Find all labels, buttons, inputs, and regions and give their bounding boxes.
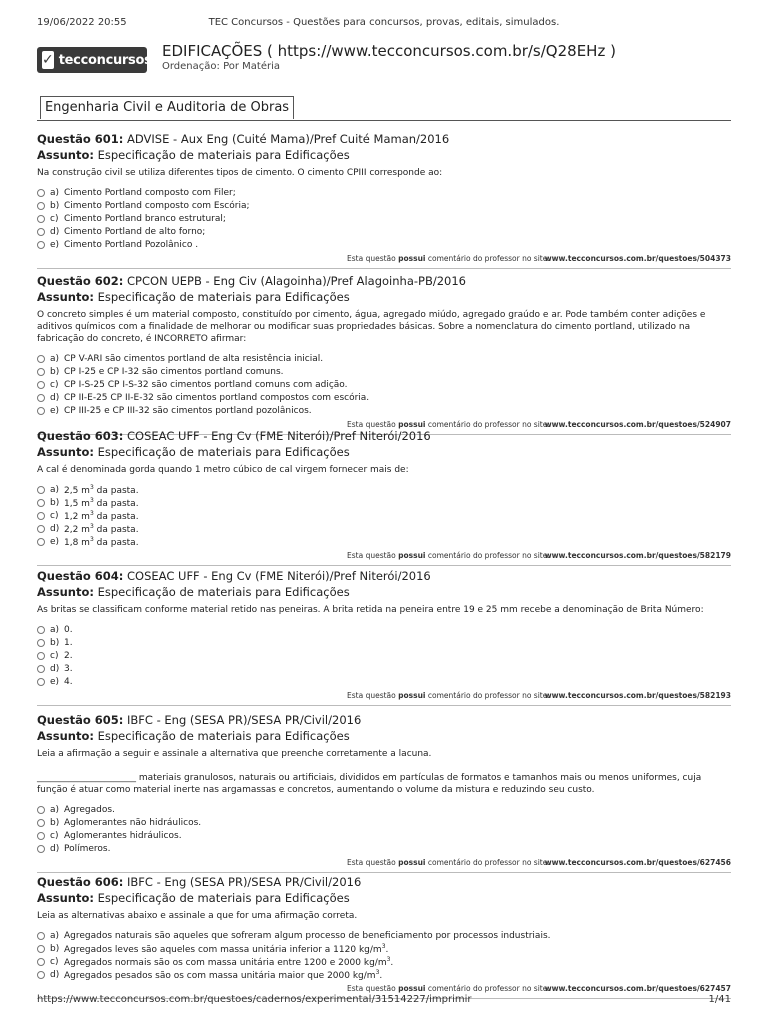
answer-option[interactable] bbox=[37, 955, 731, 968]
question-link[interactable]: www.tecconcursos.com.br/questoes/524907 bbox=[544, 420, 731, 429]
comment-note-suffix: comentário do professor no site. bbox=[427, 551, 550, 560]
option-text bbox=[64, 831, 182, 841]
options-list bbox=[37, 929, 731, 981]
option-superscript: 3 bbox=[89, 522, 94, 530]
radio-button[interactable] bbox=[37, 652, 45, 660]
question-header bbox=[37, 131, 731, 147]
radio-button[interactable] bbox=[37, 499, 45, 507]
option-text bbox=[64, 651, 73, 661]
answer-option[interactable] bbox=[37, 238, 731, 251]
question-footer bbox=[37, 254, 731, 266]
answer-option[interactable] bbox=[37, 352, 731, 365]
answer-option[interactable] bbox=[37, 649, 731, 662]
subject-value: Especificação de materiais para Edificações bbox=[97, 290, 350, 304]
subject-label: Assunto: bbox=[37, 891, 94, 905]
question-stem: O concreto simples é um material composto, constituído por cimento, água, agregado miúdo, agregado graúdo e ar. Pode também conter adições e aditivos químicos com a finalidade de melhorar ou modificar suas propriedades básicas. Sobre a nomenclatura do cimento portland, utilizado na fabricação do concreto, é INCORRETO afirmar: bbox=[37, 310, 706, 344]
option-text-main: 2,2 m bbox=[64, 524, 90, 535]
print-header bbox=[0, 17, 768, 31]
option-letter: b) bbox=[50, 637, 60, 648]
comment-note-bold: possui bbox=[398, 984, 426, 993]
radio-button[interactable] bbox=[37, 215, 45, 223]
print-url: https://www.tecconcursos.com.br/questoes/cadernos/experimental/31514227/imprimir bbox=[37, 994, 472, 1005]
logo-brand: tecconcursos bbox=[58, 52, 152, 68]
tecconcursos-logo bbox=[37, 47, 152, 73]
option-superscript: 3 bbox=[89, 496, 94, 504]
question-link[interactable]: www.tecconcursos.com.br/questoes/582193 bbox=[544, 691, 731, 700]
subject-tab: Engenharia Civil e Auditoria de Obras bbox=[40, 96, 294, 119]
option-text bbox=[64, 536, 139, 548]
option-text-tail: . bbox=[390, 957, 394, 968]
question-header bbox=[37, 874, 731, 890]
option-letter: b) bbox=[50, 200, 60, 211]
option-letter: c) bbox=[50, 213, 59, 224]
answer-option[interactable] bbox=[37, 816, 731, 829]
option-text-tail: da pasta. bbox=[93, 511, 139, 522]
option-text-main: CP III-25 e CP III-32 são cimentos portland pozolânicos. bbox=[64, 405, 312, 416]
option-letter: d) bbox=[50, 226, 60, 237]
question-source: COSEAC UFF - Eng Cv (FME Niterói)/Pref Niterói/2016 bbox=[127, 569, 431, 583]
answer-option[interactable] bbox=[37, 942, 731, 955]
radio-button[interactable] bbox=[37, 832, 45, 840]
answer-option[interactable] bbox=[37, 803, 731, 816]
option-text-main: CP I-25 e CP I-32 são cimentos portland comuns. bbox=[64, 366, 284, 377]
answer-option[interactable] bbox=[37, 391, 731, 404]
comment-note-bold: possui bbox=[398, 858, 426, 867]
option-letter: b) bbox=[50, 366, 60, 377]
radio-button[interactable] bbox=[37, 845, 45, 853]
question-header bbox=[37, 712, 731, 728]
answer-option[interactable] bbox=[37, 225, 731, 238]
question-stem: As britas se classificam conforme material retido nas peneiras. A brita retida na peneira entre 19 e 25 mm recebe a denominação de Brita Número: bbox=[37, 605, 704, 615]
option-letter: d) bbox=[50, 843, 60, 854]
radio-button[interactable] bbox=[37, 971, 45, 979]
comment-note bbox=[347, 551, 550, 560]
radio-button[interactable] bbox=[37, 228, 45, 236]
question-block bbox=[37, 131, 731, 269]
question-footer bbox=[37, 858, 731, 870]
option-superscript: 3 bbox=[89, 509, 94, 517]
answer-option[interactable] bbox=[37, 636, 731, 649]
question-source: IBFC - Eng (SESA PR)/SESA PR/Civil/2016 bbox=[127, 875, 362, 889]
answer-option[interactable] bbox=[37, 968, 731, 981]
radio-button[interactable] bbox=[37, 241, 45, 249]
answer-option[interactable] bbox=[37, 199, 731, 212]
option-superscript: 3 bbox=[386, 955, 391, 963]
comment-note-suffix: comentário do professor no site. bbox=[427, 254, 550, 263]
question-header bbox=[37, 428, 731, 444]
subject-label: Assunto: bbox=[37, 148, 94, 162]
option-letter: c) bbox=[50, 379, 59, 390]
document-ordering: Ordenação: Por Matéria bbox=[162, 61, 280, 72]
option-text bbox=[64, 354, 323, 364]
option-text bbox=[64, 380, 348, 390]
option-text-main: Agregados pesados são os com massa unitária maior que 2000 kg/m bbox=[64, 970, 376, 981]
option-text-main: 2. bbox=[64, 650, 73, 661]
comment-note-bold: possui bbox=[398, 420, 426, 429]
option-text bbox=[64, 406, 312, 416]
question-source: ADVISE - Aux Eng (Cuité Mama)/Pref Cuité Maman/2016 bbox=[127, 132, 450, 146]
option-text bbox=[64, 367, 284, 377]
question-source: CPCON UEPB - Eng Civ (Alagoinha)/Pref Alagoinha-PB/2016 bbox=[127, 274, 466, 288]
radio-button[interactable] bbox=[37, 678, 45, 686]
question-subject bbox=[37, 444, 731, 460]
answer-option[interactable] bbox=[37, 483, 731, 496]
question-number: Questão 601: bbox=[37, 132, 124, 146]
option-text bbox=[64, 484, 139, 496]
comment-note-prefix: Esta questão bbox=[347, 984, 396, 993]
page-number: 1/41 bbox=[708, 994, 731, 1005]
option-text-main: 0. bbox=[64, 624, 73, 635]
subject-label: Assunto: bbox=[37, 585, 94, 599]
comment-note-prefix: Esta questão bbox=[347, 254, 396, 263]
question-link[interactable]: www.tecconcursos.com.br/questoes/627457 bbox=[544, 984, 731, 993]
option-text-main: CP II-E-25 CP II-E-32 são cimentos portland compostos com escória. bbox=[64, 392, 370, 403]
option-text bbox=[64, 188, 236, 198]
subject-value: Especificação de materiais para Edificações bbox=[97, 729, 350, 743]
option-text-tail: . bbox=[385, 944, 389, 955]
answer-option[interactable] bbox=[37, 535, 731, 548]
comment-note bbox=[347, 984, 550, 993]
option-text-main: Agregados naturais são aqueles que sofreram algum processo de beneficiamento por processos industriais. bbox=[64, 930, 551, 941]
options-list bbox=[37, 803, 731, 855]
radio-button[interactable] bbox=[37, 525, 45, 533]
answer-option[interactable] bbox=[37, 509, 731, 522]
options-list bbox=[37, 186, 731, 251]
option-text bbox=[64, 969, 382, 981]
answer-option[interactable] bbox=[37, 365, 731, 378]
subject-value: Especificação de materiais para Edificações bbox=[97, 585, 350, 599]
comment-note-prefix: Esta questão bbox=[347, 691, 396, 700]
answer-option[interactable] bbox=[37, 496, 731, 509]
question-subject bbox=[37, 890, 731, 906]
question-divider bbox=[37, 872, 731, 873]
option-letter: e) bbox=[50, 536, 60, 547]
question-subject bbox=[37, 728, 731, 744]
option-letter: a) bbox=[50, 187, 60, 198]
answer-option[interactable] bbox=[37, 378, 731, 391]
option-text-main: Cimento Portland composto com Filer; bbox=[64, 187, 236, 198]
print-page-title: TEC Concursos - Questões para concursos, provas, editais, simulados. bbox=[208, 17, 560, 28]
question-number: Questão 605: bbox=[37, 713, 124, 727]
radio-button[interactable] bbox=[37, 486, 45, 494]
answer-option[interactable] bbox=[37, 404, 731, 417]
question-source: IBFC - Eng (SESA PR)/SESA PR/Civil/2016 bbox=[127, 713, 362, 727]
option-text bbox=[64, 677, 73, 687]
subject-label: Assunto: bbox=[37, 729, 94, 743]
option-text bbox=[64, 931, 551, 941]
option-letter: d) bbox=[50, 663, 60, 674]
comment-note-suffix: comentário do professor no site. bbox=[427, 420, 550, 429]
answer-option[interactable] bbox=[37, 842, 731, 855]
question-subject bbox=[37, 584, 731, 600]
option-letter: a) bbox=[50, 353, 60, 364]
option-text-main: 1,5 m bbox=[64, 498, 90, 509]
option-letter: a) bbox=[50, 930, 60, 941]
question-link[interactable]: www.tecconcursos.com.br/questoes/504373 bbox=[544, 254, 731, 263]
section-divider bbox=[37, 120, 731, 121]
option-letter: c) bbox=[50, 650, 59, 661]
option-text-main: Aglomerantes não hidráulicos. bbox=[64, 817, 202, 828]
option-text bbox=[64, 664, 73, 674]
option-text bbox=[64, 227, 205, 237]
comment-note-prefix: Esta questão bbox=[347, 420, 396, 429]
subject-label: Assunto: bbox=[37, 445, 94, 459]
option-letter: d) bbox=[50, 523, 60, 534]
question-number: Questão 603: bbox=[37, 429, 124, 443]
question-block bbox=[37, 568, 731, 706]
radio-button[interactable] bbox=[37, 381, 45, 389]
question-divider bbox=[37, 565, 731, 566]
option-letter: d) bbox=[50, 969, 60, 980]
option-text-main: 4. bbox=[64, 676, 73, 687]
answer-option[interactable] bbox=[37, 522, 731, 535]
question-link[interactable]: www.tecconcursos.com.br/questoes/627456 bbox=[544, 858, 731, 867]
question-divider bbox=[37, 268, 731, 269]
comment-note-prefix: Esta questão bbox=[347, 858, 396, 867]
option-letter: d) bbox=[50, 392, 60, 403]
question-block bbox=[37, 712, 731, 873]
question-divider bbox=[37, 705, 731, 706]
question-number: Questão 604: bbox=[37, 569, 124, 583]
radio-button[interactable] bbox=[37, 538, 45, 546]
option-letter: b) bbox=[50, 817, 60, 828]
option-text bbox=[64, 818, 201, 828]
option-letter: a) bbox=[50, 624, 60, 635]
question-subject bbox=[37, 289, 731, 305]
option-text-tail: da pasta. bbox=[93, 498, 139, 509]
question-stem: A cal é denominada gorda quando 1 metro cúbico de cal virgem fornecer mais de: bbox=[37, 465, 409, 475]
option-text-main: Cimento Portland composto com Escória; bbox=[64, 200, 250, 211]
radio-button[interactable] bbox=[37, 202, 45, 210]
comment-note-bold: possui bbox=[398, 691, 426, 700]
answer-option[interactable] bbox=[37, 186, 731, 199]
radio-button[interactable] bbox=[37, 958, 45, 966]
radio-button[interactable] bbox=[37, 407, 45, 415]
radio-button[interactable] bbox=[37, 189, 45, 197]
options-list bbox=[37, 352, 731, 417]
options-list bbox=[37, 623, 731, 688]
option-text-main: 1. bbox=[64, 637, 73, 648]
option-text-tail: da pasta. bbox=[93, 485, 139, 496]
option-text bbox=[64, 638, 73, 648]
option-text bbox=[64, 844, 110, 854]
option-text-main: CP I-S-25 CP I-S-32 são cimentos portland comuns com adição. bbox=[64, 379, 348, 390]
option-superscript: 3 bbox=[381, 942, 386, 950]
radio-button[interactable] bbox=[37, 819, 45, 827]
radio-button[interactable] bbox=[37, 394, 45, 402]
option-text-main: Cimento Portland branco estrutural; bbox=[64, 213, 226, 224]
question-number: Questão 606: bbox=[37, 875, 124, 889]
option-letter: e) bbox=[50, 239, 60, 250]
document-title: EDIFICAÇÕES ( https://www.tecconcursos.com.br/s/Q28EHz ) bbox=[162, 42, 616, 60]
option-text bbox=[64, 943, 388, 955]
option-superscript: 3 bbox=[89, 535, 94, 543]
comment-note bbox=[347, 254, 550, 263]
option-text-main: Agregados leves são aqueles com massa unitária inferior a 1120 kg/m bbox=[64, 944, 382, 955]
question-subject bbox=[37, 147, 731, 163]
radio-button[interactable] bbox=[37, 512, 45, 520]
question-footer bbox=[37, 551, 731, 563]
answer-option[interactable] bbox=[37, 675, 731, 688]
comment-note-suffix: comentário do professor no site. bbox=[427, 858, 550, 867]
option-text bbox=[64, 201, 250, 211]
options-list bbox=[37, 483, 731, 548]
answer-option[interactable] bbox=[37, 929, 731, 942]
comment-note-suffix: comentário do professor no site. bbox=[427, 984, 550, 993]
question-source: COSEAC UFF - Eng Cv (FME Niterói)/Pref Niterói/2016 bbox=[127, 429, 431, 443]
option-text bbox=[64, 393, 369, 403]
subject-value: Especificação de materiais para Edificações bbox=[97, 891, 350, 905]
option-letter: e) bbox=[50, 676, 60, 687]
question-stem-statement: ______________________ materiais granulosos, naturais ou artificiais, divididos em partículas de formatos e tamanhos mais ou menos uniformes, cuja função é atuar como material inerte nas argamassas e concretos, aumentando o volume da mistura e reduzindo seu custo. bbox=[37, 773, 702, 795]
question-header bbox=[37, 273, 731, 289]
option-superscript: 3 bbox=[89, 483, 94, 491]
subject-value: Especificação de materiais para Edificações bbox=[97, 445, 350, 459]
option-text-main: 2,5 m bbox=[64, 485, 90, 496]
option-text-main: Agregados normais são os com massa unitária entre 1200 e 2000 kg/m bbox=[64, 957, 387, 968]
option-letter: c) bbox=[50, 830, 59, 841]
question-footer bbox=[37, 691, 731, 703]
comment-note bbox=[347, 858, 550, 867]
question-link[interactable]: www.tecconcursos.com.br/questoes/582179 bbox=[544, 551, 731, 560]
comment-note-bold: possui bbox=[398, 551, 426, 560]
option-text-tail: da pasta. bbox=[93, 524, 139, 535]
option-letter: c) bbox=[50, 956, 59, 967]
radio-button[interactable] bbox=[37, 639, 45, 647]
radio-button[interactable] bbox=[37, 806, 45, 814]
option-letter: b) bbox=[50, 497, 60, 508]
comment-note-bold: possui bbox=[398, 254, 426, 263]
option-text bbox=[64, 523, 139, 535]
comment-note-suffix: comentário do professor no site. bbox=[427, 691, 550, 700]
option-letter: e) bbox=[50, 405, 60, 416]
question-block bbox=[37, 428, 731, 566]
option-letter: a) bbox=[50, 484, 60, 495]
option-letter: b) bbox=[50, 943, 60, 954]
option-text-tail: da pasta. bbox=[93, 537, 139, 548]
question-stem: Leia a afirmação a seguir e assinale a alternativa que preenche corretamente a lacuna. bbox=[37, 749, 432, 759]
option-text bbox=[64, 497, 139, 509]
answer-option[interactable] bbox=[37, 662, 731, 675]
option-superscript: 3 bbox=[375, 968, 380, 976]
option-text bbox=[64, 805, 115, 815]
question-block bbox=[37, 874, 731, 999]
radio-button[interactable] bbox=[37, 355, 45, 363]
print-timestamp: 19/06/2022 20:55 bbox=[37, 17, 127, 28]
option-text-main: CP V-ARI são cimentos portland de alta resistência inicial. bbox=[64, 353, 324, 364]
answer-option[interactable] bbox=[37, 212, 731, 225]
option-letter: a) bbox=[50, 804, 60, 815]
radio-button[interactable] bbox=[37, 368, 45, 376]
radio-button[interactable] bbox=[37, 945, 45, 953]
subject-label: Assunto: bbox=[37, 290, 94, 304]
check-icon: ✓ bbox=[42, 52, 54, 68]
option-text-main: Cimento Portland Pozolânico . bbox=[64, 239, 199, 250]
radio-button[interactable] bbox=[37, 932, 45, 940]
option-text-tail: . bbox=[379, 970, 383, 981]
option-text-main: 1,8 m bbox=[64, 537, 90, 548]
subject-value: Especificação de materiais para Edificações bbox=[97, 148, 350, 162]
answer-option[interactable] bbox=[37, 623, 731, 636]
question-header bbox=[37, 568, 731, 584]
comment-note-prefix: Esta questão bbox=[347, 551, 396, 560]
option-text bbox=[64, 240, 198, 250]
option-text-main: Aglomerantes hidráulicos. bbox=[64, 830, 182, 841]
option-text-main: Polímeros. bbox=[64, 843, 111, 854]
option-letter: c) bbox=[50, 510, 59, 521]
answer-option[interactable] bbox=[37, 829, 731, 842]
option-text bbox=[64, 956, 393, 968]
option-text bbox=[64, 625, 73, 635]
question-stem: Na construção civil se utiliza diferentes tipos de cimento. O cimento CPIII corresponde ao: bbox=[37, 168, 443, 178]
radio-button[interactable] bbox=[37, 665, 45, 673]
question-block bbox=[37, 273, 731, 435]
question-stem: Leia as alternativas abaixo e assinale a que for uma afirmação correta. bbox=[37, 911, 358, 921]
option-text bbox=[64, 214, 226, 224]
comment-note bbox=[347, 691, 550, 700]
option-text-main: 3. bbox=[64, 663, 73, 674]
option-text-main: Agregados. bbox=[64, 804, 115, 815]
radio-button[interactable] bbox=[37, 626, 45, 634]
option-text bbox=[64, 510, 139, 522]
option-text-main: 1,2 m bbox=[64, 511, 90, 522]
question-number: Questão 602: bbox=[37, 274, 124, 288]
option-text-main: Cimento Portland de alto forno; bbox=[64, 226, 206, 237]
